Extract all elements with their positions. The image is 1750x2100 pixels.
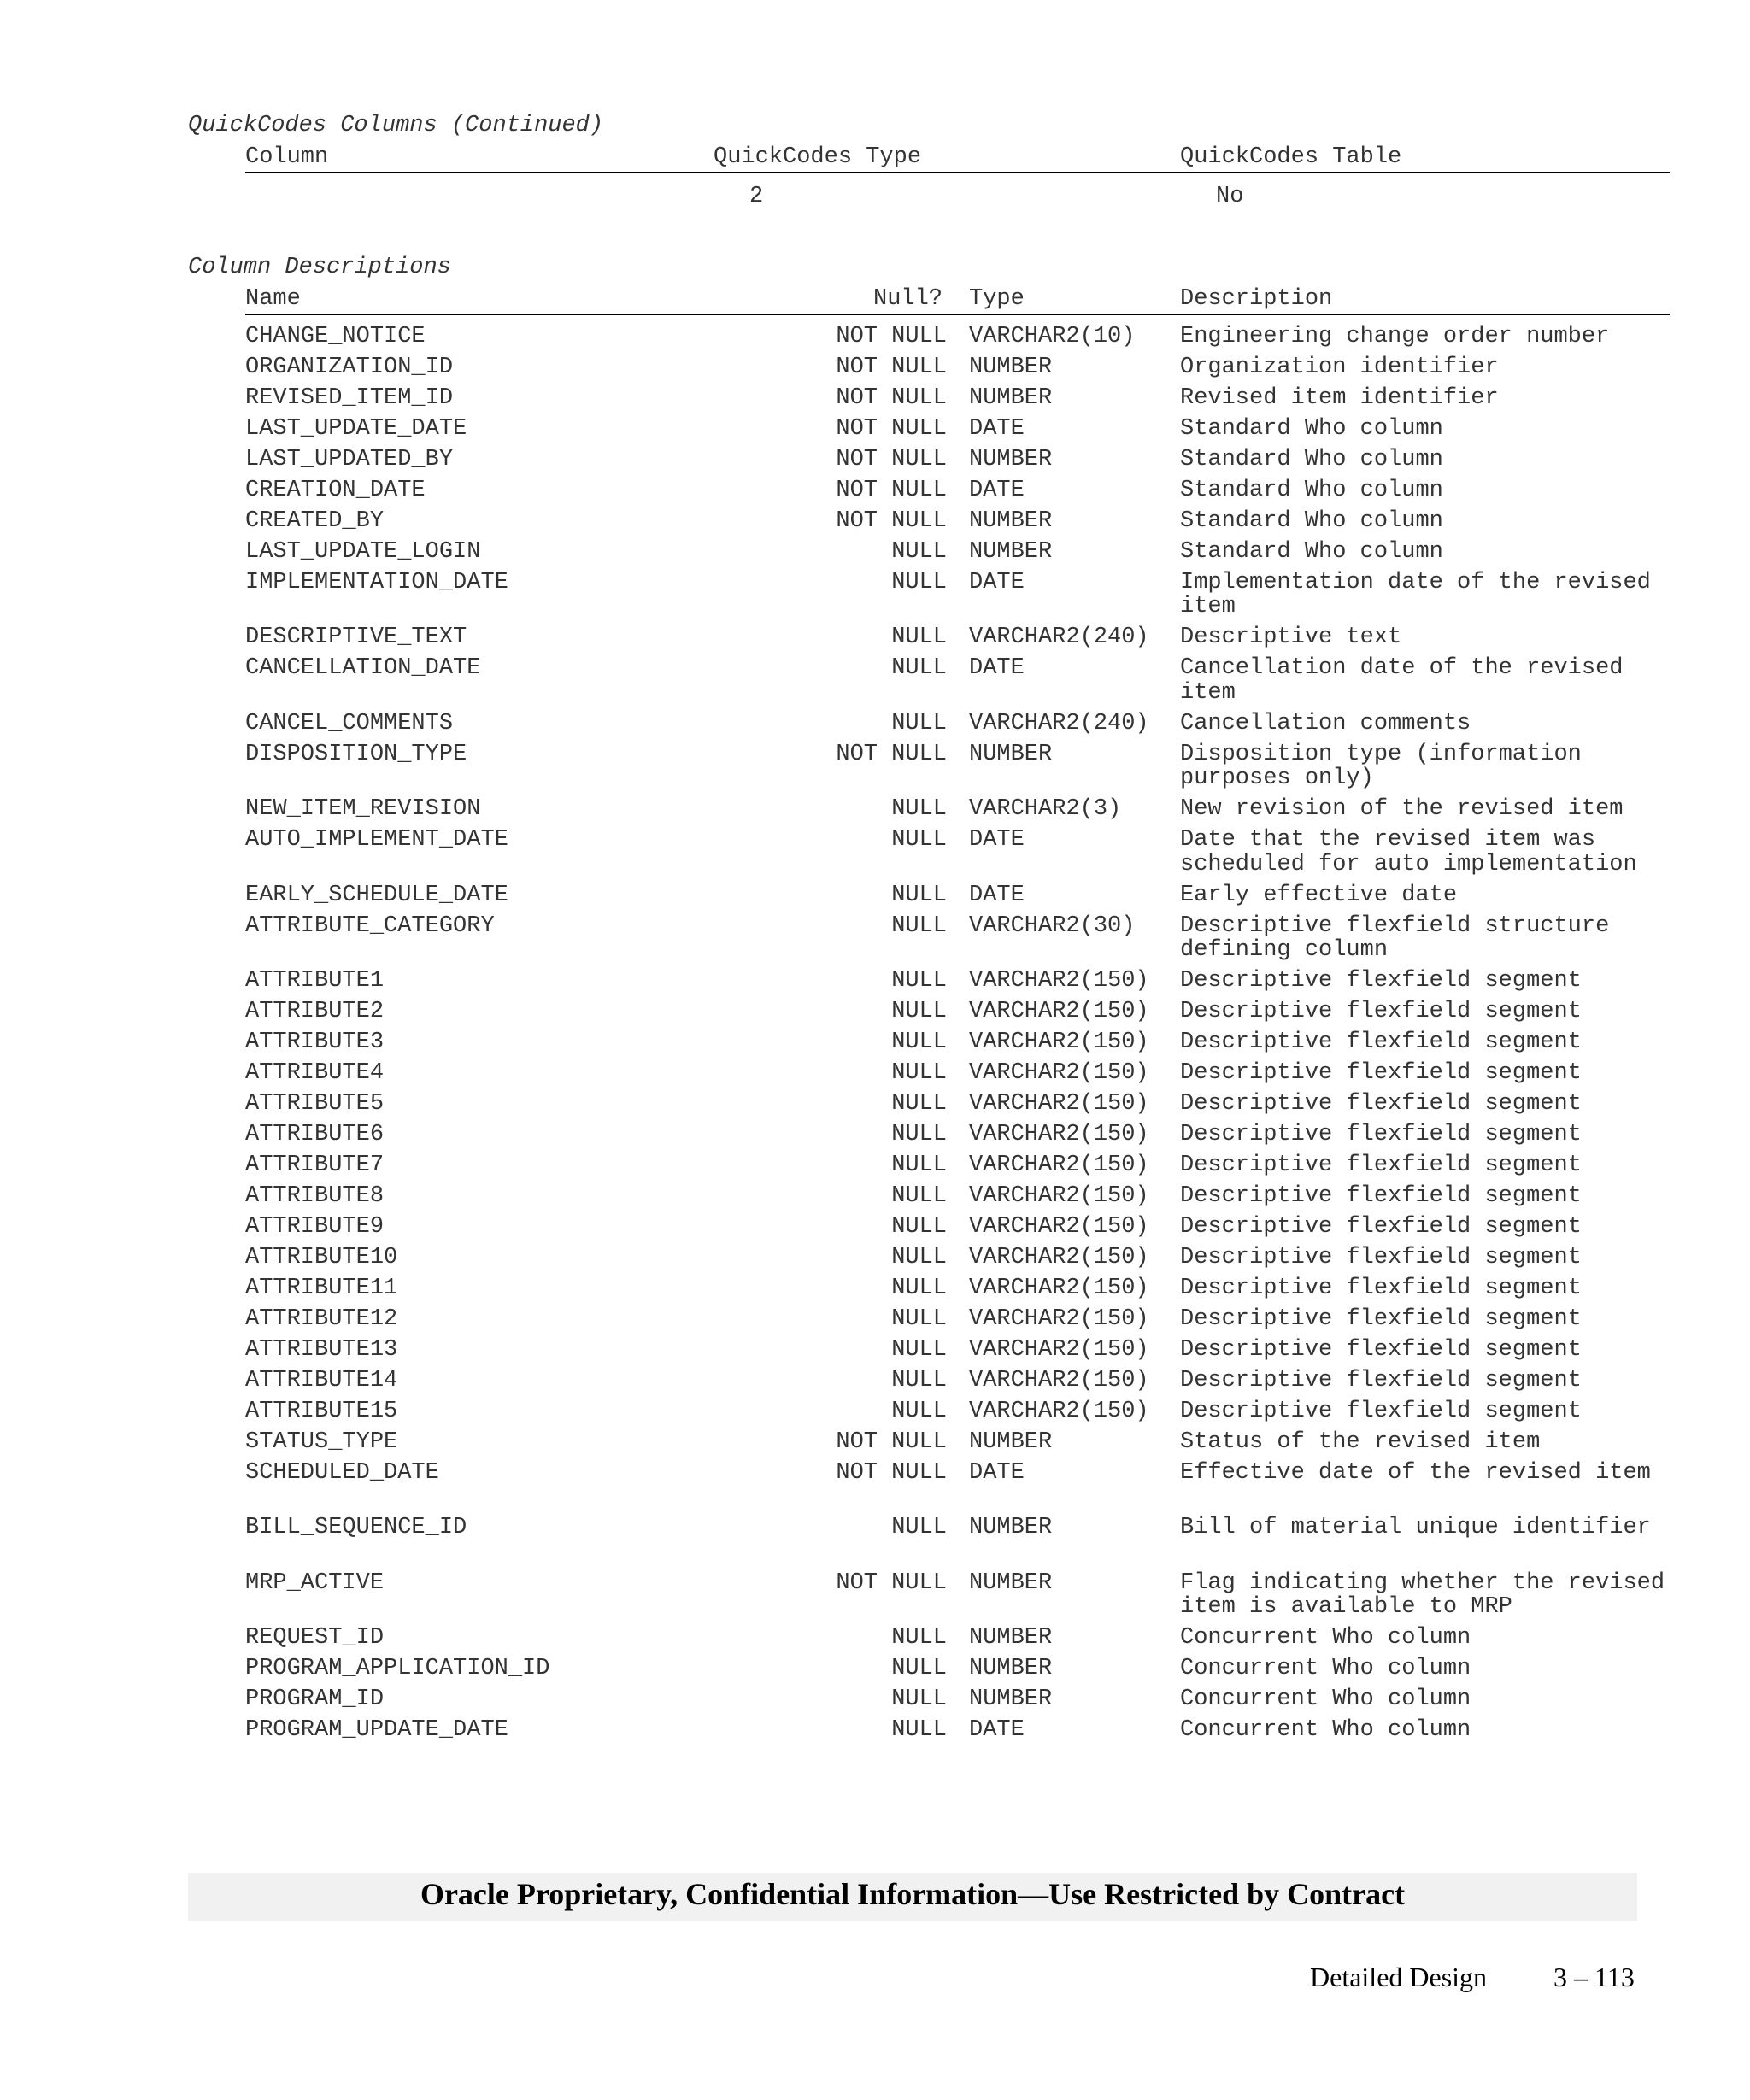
cell-description: Concurrent Who column [1180,1717,1471,1744]
cell-type: DATE [969,827,1025,853]
cell-name: DISPOSITION_TYPE [245,741,467,767]
cell-type: NUMBER [969,1569,1053,1596]
col-header-null: Null? [873,286,943,312]
cell-description: Status of the revised item [1180,1429,1541,1455]
cell-name: LAST_UPDATE_LOGIN [245,539,481,565]
cell-type: VARCHAR2(3) [969,796,1122,823]
cell-description: Descriptive flexfield segment [1180,1245,1582,1270]
cell-null: NOT NULL [836,478,947,503]
cell-name: LAST_UPDATE_DATE [245,416,467,442]
cell-type: NUMBER [969,447,1053,472]
cell-name: ATTRIBUTE12 [245,1306,398,1332]
cell-type: NUMBER [969,508,1053,534]
cell-description: Descriptive flexfield segment [1180,968,1582,994]
cell-name: BILL_SEQUENCE_ID [245,1515,467,1541]
cell-name: REVISED_ITEM_ID [245,385,454,411]
cell-null: NULL [891,1368,947,1393]
cell-null: NOT NULL [836,1429,947,1455]
cell-description: Descriptive flexfield segment [1180,1368,1582,1393]
cell-type: NUMBER [969,1686,1053,1713]
cell-name: AUTO_IMPLEMENT_DATE [245,827,508,853]
cell-description: Concurrent Who column [1180,1686,1471,1713]
cell-type: NUMBER [969,1625,1053,1651]
cell-null: NULL [891,1399,947,1424]
cell-null: NULL [891,1153,947,1178]
cell-name: ORGANIZATION_ID [245,355,454,380]
cell-name: PROGRAM_ID [245,1686,385,1713]
cell-type: VARCHAR2(150) [969,1337,1149,1363]
cell-null: NULL [891,1625,947,1651]
cell-description: Descriptive flexfield segment [1180,1122,1582,1147]
cell-name: ATTRIBUTE5 [245,1091,385,1117]
cell-name: ATTRIBUTE15 [245,1399,398,1424]
col-header-type: Type [969,286,1025,312]
cell-name: CREATED_BY [245,508,385,534]
cell-name: MRP_ACTIVE [245,1569,385,1596]
quickcodes-title: QuickCodes Columns (Continued) [188,113,604,138]
cell-null: NULL [891,625,947,651]
cell-type: DATE [969,478,1025,503]
cell-type: DATE [969,570,1025,595]
cell-description: Flag indicating whether the revised item is available to MRP [1180,1569,1665,1621]
cell-type: VARCHAR2(150) [969,1183,1149,1209]
cell-null: NULL [891,1337,947,1363]
cell-name: ATTRIBUTE1 [245,968,385,994]
column-descriptions-title: Column Descriptions [188,255,451,280]
cell-name: ATTRIBUTE7 [245,1153,385,1178]
cell-description: Descriptive flexfield segment [1180,1153,1582,1178]
cell-description: New revision of the revised item [1180,796,1624,823]
cell-type: VARCHAR2(150) [969,968,1149,994]
cell-null: NULL [891,1183,947,1209]
cell-null: NULL [891,912,947,939]
cell-null: NULL [891,655,947,682]
cell-null: NOT NULL [836,508,947,534]
cell-name: EARLY_SCHEDULE_DATE [245,882,508,908]
cell-description: Descriptive flexfield segment [1180,1276,1582,1301]
cell-type: VARCHAR2(150) [969,1368,1149,1393]
quickcodes-table-value: No [1216,184,1244,209]
cell-name: CANCELLATION_DATE [245,655,481,682]
cell-null: NULL [891,1306,947,1332]
quickcodes-type-value: 2 [749,184,764,209]
cell-name: CANCEL_COMMENTS [245,710,454,736]
cell-description: Descriptive flexfield structure defining column [1180,912,1610,963]
cell-name: ATTRIBUTE2 [245,999,385,1024]
cell-null: NULL [891,1656,947,1682]
cell-null: NOT NULL [836,324,947,349]
cell-null: NULL [891,570,947,595]
cell-null: NULL [891,796,947,823]
cell-type: VARCHAR2(240) [969,625,1149,651]
cell-description: Implementation date of the revised item [1180,570,1651,620]
cell-description: Bill of material unique identifier [1180,1515,1651,1541]
quickcodes-header-column: Column [245,144,329,170]
cell-null: NULL [891,1717,947,1744]
cell-type: NUMBER [969,539,1053,565]
cell-null: NULL [891,1122,947,1147]
cell-type: VARCHAR2(240) [969,710,1149,736]
cell-null: NULL [891,968,947,994]
cell-name: ATTRIBUTE3 [245,1029,385,1055]
cell-description: Organization identifier [1180,355,1499,380]
cell-type: VARCHAR2(10) [969,324,1136,349]
cell-description: Early effective date [1180,882,1458,908]
cell-name: DESCRIPTIVE_TEXT [245,625,467,651]
quickcodes-header-table: QuickCodes Table [1180,144,1402,170]
cell-type: VARCHAR2(150) [969,1091,1149,1117]
cell-type: NUMBER [969,385,1053,411]
cell-description: Descriptive flexfield segment [1180,1306,1582,1332]
cell-null: NULL [891,1060,947,1086]
cell-null: NULL [891,1515,947,1541]
cell-name: ATTRIBUTE10 [245,1245,398,1270]
cell-description: Descriptive flexfield segment [1180,1029,1582,1055]
cell-description: Descriptive flexfield segment [1180,1060,1582,1086]
cell-description: Descriptive flexfield segment [1180,1183,1582,1209]
cell-type: VARCHAR2(150) [969,1214,1149,1240]
cell-description: Date that the revised item was scheduled for auto implementation [1180,827,1637,877]
cell-null: NULL [891,539,947,565]
cell-type: VARCHAR2(150) [969,1276,1149,1301]
cell-type: NUMBER [969,1515,1053,1541]
cell-name: REQUEST_ID [245,1625,385,1651]
cell-type: VARCHAR2(150) [969,999,1149,1024]
cell-description: Standard Who column [1180,508,1443,534]
page-number: 3 – 113 [1553,1962,1635,1992]
cell-type: VARCHAR2(150) [969,1245,1149,1270]
cell-null: NULL [891,1276,947,1301]
cell-name: SCHEDULED_DATE [245,1460,439,1486]
cell-name: ATTRIBUTE13 [245,1337,398,1363]
cell-description: Descriptive flexfield segment [1180,1091,1582,1117]
col-header-name: Name [245,286,301,312]
cell-description: Descriptive flexfield segment [1180,1214,1582,1240]
cell-type: NUMBER [969,355,1053,380]
cell-description: Cancellation comments [1180,710,1471,736]
cell-name: ATTRIBUTE11 [245,1276,398,1301]
cell-description: Engineering change order number [1180,324,1610,349]
cell-null: NOT NULL [836,447,947,472]
cell-name: ATTRIBUTE4 [245,1060,385,1086]
cell-description: Concurrent Who column [1180,1625,1471,1651]
cell-null: NULL [891,1686,947,1713]
cell-null: NULL [891,710,947,736]
cell-type: VARCHAR2(150) [969,1122,1149,1147]
cell-description: Effective date of the revised item [1180,1460,1651,1486]
cell-type: VARCHAR2(150) [969,1060,1149,1086]
cell-type: DATE [969,882,1025,908]
cell-type: DATE [969,655,1025,682]
cell-name: CREATION_DATE [245,478,426,503]
cell-type: NUMBER [969,1656,1053,1682]
cell-description: Standard Who column [1180,416,1443,442]
cell-name: IMPLEMENTATION_DATE [245,570,508,595]
cell-null: NOT NULL [836,1569,947,1596]
cell-name: ATTRIBUTE8 [245,1183,385,1209]
cell-description: Descriptive flexfield segment [1180,999,1582,1024]
cell-name: CHANGE_NOTICE [245,324,426,349]
cell-type: VARCHAR2(150) [969,1029,1149,1055]
cell-type: NUMBER [969,741,1053,767]
cell-name: ATTRIBUTE_CATEGORY [245,912,495,939]
cell-type: NUMBER [969,1429,1053,1455]
cell-null: NULL [891,827,947,853]
cell-null: NULL [891,1029,947,1055]
cell-description: Descriptive text [1180,625,1402,651]
confidential-notice: Oracle Proprietary, Confidential Information––Use Restricted by Contract [420,1877,1406,1911]
cell-description: Concurrent Who column [1180,1656,1471,1682]
cell-null: NOT NULL [836,355,947,380]
cell-description: Descriptive flexfield segment [1180,1337,1582,1363]
cell-description: Revised item identifier [1180,385,1499,411]
cell-null: NULL [891,1214,947,1240]
cell-name: PROGRAM_UPDATE_DATE [245,1717,508,1744]
cell-description: Standard Who column [1180,447,1443,472]
cell-null: NOT NULL [836,385,947,411]
cell-name: PROGRAM_APPLICATION_ID [245,1656,550,1682]
quickcodes-header-type: QuickCodes Type [714,144,922,170]
cell-null: NOT NULL [836,741,947,767]
cell-null: NULL [891,1245,947,1270]
cell-description: Disposition type (information purposes only) [1180,741,1582,792]
col-header-description: Description [1180,286,1333,312]
cell-description: Cancellation date of the revised item [1180,655,1624,706]
cell-null: NULL [891,999,947,1024]
cell-name: ATTRIBUTE6 [245,1122,385,1147]
cell-name: LAST_UPDATED_BY [245,447,454,472]
cell-null: NULL [891,882,947,908]
column-descriptions-header-rule [245,314,1670,315]
cell-type: VARCHAR2(30) [969,912,1136,939]
cell-null: NOT NULL [836,416,947,442]
cell-description: Standard Who column [1180,539,1443,565]
cell-name: ATTRIBUTE14 [245,1368,398,1393]
cell-type: DATE [969,1460,1025,1486]
cell-type: VARCHAR2(150) [969,1153,1149,1178]
cell-type: VARCHAR2(150) [969,1399,1149,1424]
cell-name: NEW_ITEM_REVISION [245,796,481,823]
cell-type: DATE [969,416,1025,442]
cell-name: STATUS_TYPE [245,1429,398,1455]
section-name: Detailed Design [1310,1962,1488,1992]
cell-description: Standard Who column [1180,478,1443,503]
cell-type: DATE [969,1717,1025,1744]
cell-type: VARCHAR2(150) [969,1306,1149,1332]
cell-description: Descriptive flexfield segment [1180,1399,1582,1424]
cell-name: ATTRIBUTE9 [245,1214,385,1240]
quickcodes-header-rule [245,172,1670,173]
cell-null: NOT NULL [836,1460,947,1486]
cell-null: NULL [891,1091,947,1117]
